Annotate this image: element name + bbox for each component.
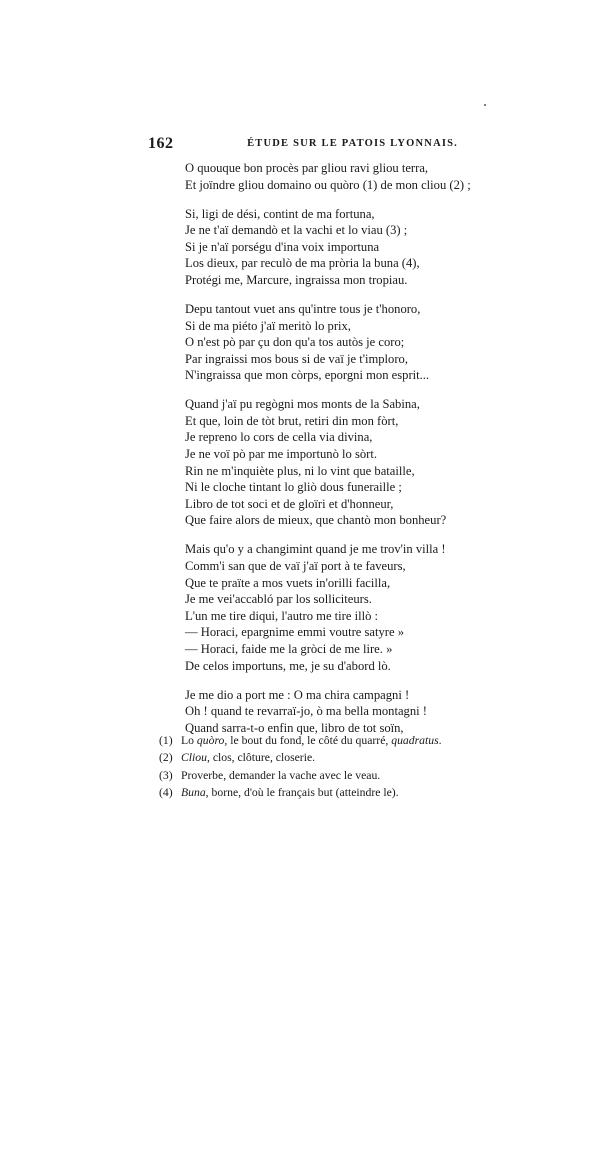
footnote-text: , le bout du fond, le côté du quarré, — [224, 734, 392, 747]
verse-line: Que faire alors de mieux, que chantò mon bonheur? — [185, 513, 447, 528]
footnote-number: (1) — [159, 734, 173, 747]
footnote — [159, 749, 489, 766]
footnote-number: (3) — [159, 768, 173, 782]
verse-line: Depu tantout vuet ans qu'intre tous je t'honoro, — [185, 301, 421, 316]
verse-line: — Horaci, epargnime emmi voutre satyre » — [185, 625, 405, 640]
verse-line: Los dieux, par reculò de ma pròria la buna (4), — [185, 256, 420, 271]
footnote-text: , borne, d'où le français but (atteindre le). — [205, 786, 399, 800]
verse-line: Oh ! quand te revarraï-jo, ò ma bella montagni ! — [185, 704, 427, 719]
footnote-term: Cliou — [181, 751, 207, 765]
footnote-text: . — [438, 734, 442, 747]
footnote-term: Buna — [181, 786, 206, 800]
verse-line: L'un me tire diqui, l'autro me tire illò : — [185, 608, 379, 623]
stanza — [185, 206, 505, 289]
verse-line: Quand sarra-t-o enfin que, libro de tot soïn, — [185, 720, 404, 735]
verse-line: Je me vei'accabló par los solliciteurs. — [185, 592, 372, 607]
footnote-text: , clos, clôture, closerie. — [206, 751, 316, 765]
footnotes — [159, 732, 489, 802]
footnote-number: (4) — [159, 786, 173, 800]
footnote — [159, 732, 489, 749]
verse-line: Par ingraissi mos bous si de vaï je t'imploro, — [185, 351, 408, 366]
verse-line: Je repreno lo cors de cella via divina, — [185, 430, 373, 445]
verse-line: Je ne t'aï demandò et la vachi et lo viau (3) ; — [185, 223, 408, 238]
running-title: ÉTUDE SUR LE PATOIS LYONNAIS. — [247, 138, 458, 149]
verse-line: Si de ma piéto j'aï meritò lo prix, — [185, 318, 351, 333]
page-header — [148, 135, 458, 155]
verse-line: Et joïndre gliou domaino ou quòro (1) de mon cliou (2) ; — [185, 177, 471, 192]
stanza — [185, 396, 505, 529]
verse-line: Je ne voï pò par me importunò lo sòrt. — [185, 447, 378, 462]
footnote-term: quòro — [196, 734, 225, 747]
verse-line: De celos importuns, me, je su d'abord lò. — [185, 658, 391, 673]
verse-line: N'ingraissa que mon còrps, eporgni mon esprit... — [185, 368, 430, 383]
verse-line: — Horaci, faide me la gròci de me lire. » — [185, 642, 393, 656]
stanza — [185, 687, 505, 737]
verse-line: Je me dio a port me : O ma chira campagni ! — [185, 687, 410, 702]
poem — [185, 160, 505, 749]
verse-line: Si je n'aï porségu d'ina voix importuna — [185, 239, 380, 254]
verse-line: Si, ligi de dési, contint de ma fortuna, — [185, 206, 375, 221]
verse-line: Quand j'aï pu regògni mos monts de la Sabina, — [185, 397, 420, 412]
footnote-text: Lo — [181, 734, 197, 747]
verse-line: Mais qu'o y a changimint quand je me trov'in villa ! — [185, 542, 446, 557]
footnote — [159, 784, 489, 801]
verse-line: Rin ne m'inquiète plus, ni lo vint que bataille, — [185, 463, 415, 478]
footnote — [159, 767, 489, 784]
stanza — [185, 301, 505, 384]
stanza — [185, 541, 505, 674]
stanza — [185, 160, 505, 193]
verse-line: Et que, loin de tòt brut, retiri din mon fòrt, — [185, 413, 399, 428]
verse-line: Que te praïte a mos vuets in'orilli facilla, — [185, 575, 391, 590]
verse-line: Libro de tot soci et de gloïri et d'honneur, — [185, 496, 394, 511]
page-number: 162 — [148, 135, 174, 152]
verse-line: Protégi me, Marcure, ingraissa mon tropiau. — [185, 272, 408, 287]
verse-line: O quouque bon procès par gliou ravi gliou terra, — [185, 161, 429, 175]
footnote-latin: quadratus — [391, 734, 439, 747]
verse-line: Ni le cloche tintant lo gliò dous funeraille ; — [185, 480, 402, 495]
verse-line: O n'est pò par çu don qu'a tos autòs je coro; — [185, 335, 405, 350]
paper-speck — [484, 104, 486, 106]
verse-line: Comm'i san que de vaï j'aï port à te faveurs, — [185, 559, 406, 574]
footnote-text: Proverbe, demander la vache avec le veau. — [181, 768, 381, 782]
footnote-number: (2) — [159, 751, 173, 765]
